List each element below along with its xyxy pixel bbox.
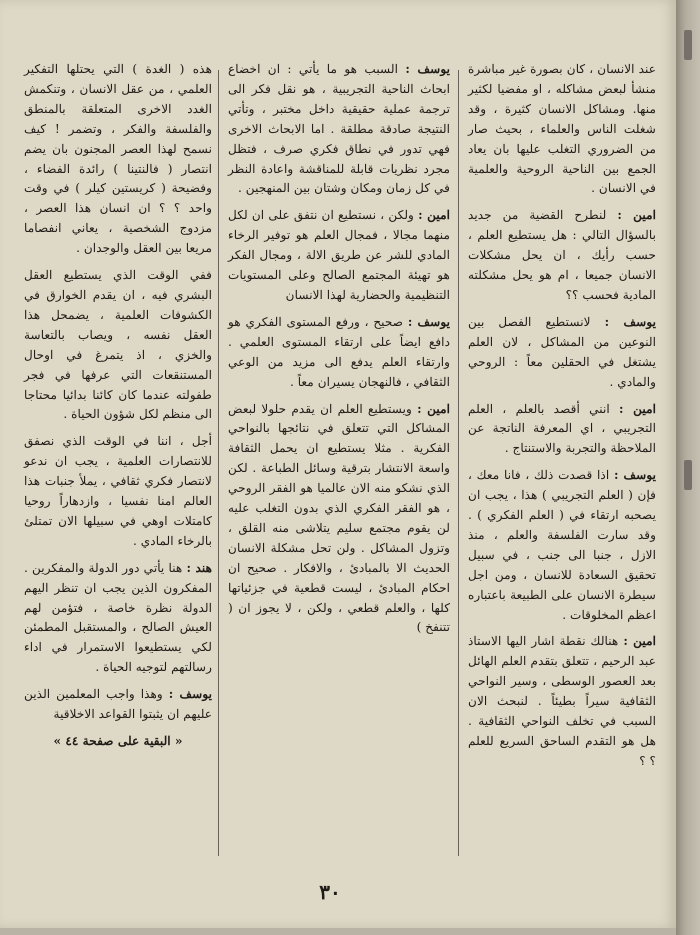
paragraph-text: ولكن ، نستطيع ان نتفق على ان لكل منهما مجالا ، فمجال العلم هو توفير الرخاء المادي للشر عن طريق الالة ، ومجال الفكر هو تهيئة المجتمع الصالح وعلى المستويات التنظيمية والحضارية لهذا الانسان — [228, 208, 450, 302]
speaker-name: امين : — [617, 208, 656, 223]
paragraph-text: هذه ( الغدة ) التي يحتلها التفكير العلمي ، من عقل الانسان ، وتنكمش الغدد الاخرى المتعلقة بالمنطق والفلسفة والفكر ، وتضمر ! كيف نسمح لهذا العصر المجنون بان يضم انتصار ( فالنتينا ) رائدة الفضاء ، وفضيحة ( كريستين كيلر ) في وقت واحد ؟ ؟ ان انسان هذا العصر ، مزدوج الشخصية ، يعاني انفصاما مريعا بين العقل والوجدان . — [24, 62, 212, 256]
speaker-name: يوسف : — [407, 314, 451, 329]
paragraph-text: ففي الوقت الذي يستطيع العقل البشري فيه ، ان يقدم الخوارق في الكشوفات العلمية ، يضمحل هذا العقل نفسه ، ويصاب بالتعاسة والخزي ، اذ يتمرغ في اوحال المستنقعات التي عرفها في فجر طفولته عندما كان كائنا بدائيا محتاجا الى منظم لكل شؤون الحياة . — [24, 268, 212, 422]
staple-top — [684, 30, 692, 60]
paragraph-text: لانستطيع الفصل بين النوعين من المشاكل ، لان العلم يشتغل في الحقلين معاً : الروحي والمادي . — [468, 314, 656, 389]
paragraph-text: اذا قصدت ذلك ، فانا معك ، فإن ( العلم التجريبي ) هذا ، يجب ان يصحبه ارتقاء في ( العلم الفكري ) . وقد سارت الفلسفة والعلم ، منذ الازل ، جنبا الى جنب ، في سبيل تحقيق السعادة للانسان ، ومن اجل سيطرة الانسان على الطبيعة باعتباره اعظم المخلوقات . — [468, 468, 656, 622]
paragraph — [468, 466, 656, 625]
paragraph — [24, 685, 212, 725]
column-divider-right — [458, 70, 459, 856]
paragraph — [228, 60, 450, 199]
column-divider-left — [218, 70, 219, 856]
paragraph — [228, 206, 450, 306]
paragraph-text: لنطرح القضية من جديد بالسؤال التالي : هل يستطيع العلم ، حسب رأيك ، ان يحل مشكلات الانسان جميعا ، ام هو يحل مشكلته المادية فحسب ؟؟ — [468, 208, 656, 302]
paragraph — [468, 400, 656, 460]
staple-bottom — [684, 460, 692, 490]
speaker-name: امين : — [418, 208, 450, 223]
speaker-name: هند : — [186, 560, 212, 575]
column-middle — [228, 60, 450, 645]
paragraph — [468, 313, 656, 393]
column-right — [468, 60, 656, 779]
paragraph — [24, 432, 212, 551]
paragraph — [468, 206, 656, 306]
paragraph — [468, 60, 656, 199]
speaker-name: يوسف : — [405, 62, 451, 76]
paragraph-text: عند الانسان ، كان بصورة غير مباشرة منشأ لبعض مشاكله ، او مفضيا لكثير منها. ومشاكل الانسان كثيرة ، وقد شغلت الناس والعلماء ، بحيث صار من الضروري التغلب عليها بان يعاد الجمع بين الناحية الروحية والعلمية في الانسان . — [468, 62, 656, 196]
continued-note: « البقية على صفحة ٤٤ » — [53, 734, 183, 748]
page-number: ٣٠ — [319, 880, 341, 904]
speaker-name: امين : — [417, 401, 450, 416]
speaker-name: يوسف : — [604, 314, 657, 329]
speaker-name: امين : — [623, 634, 656, 649]
speaker-name: يوسف : — [168, 687, 213, 702]
paragraph-text: ويستطيع العلم ان يقدم حلولا لبعض المشاكل التي تتعلق في نتائجها بالنواحي الفكرية . مثلا يستطيع ان يحمل الثقافة واسعة الانتشار بترقية وسائل الطباعة . لكن الذي نشكو منه الان عالميا هو الفقر الروحي ، هو الفقر الفكري الذي بدون التغلب عليه لن يقوم مجتمع سليم يتلاشى منه القلق ، وتزول المشاكل . ولن تحل مشكلة الانسان الحديث الا بالمبادئ ، والافكار . صحيح ان احكام المبادئ ، ليست قطعية في جزئياتها كلها ، والعلم قطعي ، ولكن ، لا يجوز ان ( تتنفخ ) — [228, 401, 450, 635]
speaker-name: امين : — [619, 401, 656, 416]
paragraph — [24, 266, 212, 425]
paragraph — [24, 60, 212, 259]
paragraph — [228, 313, 450, 393]
speaker-name: يوسف : — [613, 468, 657, 483]
paragraph — [24, 559, 212, 678]
paragraph — [468, 632, 656, 771]
paragraph-text: وهذا واجب المعلمين الذين عليهم ان يثبتوا القواعد الاخلاقية — [24, 687, 212, 722]
paragraph-text: أجل ، اننا في الوقت الذي نصفق للانتصارات العلمية ، يجب ان ندعو لانتصار فكري ثقافي ، يملأ جنبات هذا العالم امنا نفسيا ، وازدهاراً روحيا كامتلات اوهي في سبيلها الان تمتلئ بالرخاء المادي . — [24, 434, 212, 548]
paragraph-text: هنا يأتي دور الدولة والمفكرين . المفكرون الذين يجب ان تنظر اليهم الدولة نظرة خاصة ، فتؤمن لهم العيش الصالح ، والمستقبل المطمئن لكي يستطيعوا الاستمرار في اداء رسالتهم لتوجيه الحياة . — [24, 560, 212, 675]
paragraph-text: هنالك نقطة اشار اليها الاستاذ عبد الرحيم ، تتعلق بتقدم العلم الهائل بعد العصور الوسطى ، وسير النواحي الثقافية سيراً بطيئاً . لنبحث الان السبب في تخلف النواحي الثقافية . هل هو التقدم الساحق السريع للعلم ؟ ؟ — [468, 634, 656, 768]
column-left — [24, 60, 212, 759]
paragraph-text: انني أقصد بالعلم ، العلم التجريبي ، اي المعرفة الناتجة عن الملاحظة والتجربة والاستنتاج . — [468, 401, 656, 456]
paragraph-text: صحيح ، ورفع المستوى الفكري هو دافع ايضاً على ارتقاء المستوى العلمي . وارتقاء العلم يدفع الى مزيد من الوعي الثقافي ، فالنهجان يسيران معاً . — [228, 314, 450, 389]
paragraph — [228, 400, 450, 639]
paragraph-text: السبب هو ما يأتي : ان اخضاع ابحاث الناحية التجريبية ، هو نقل فكر الى ترجمة عملية حقيقية داخل مختبر ، وتأتي النتيجة صادقة مطلقة . اما الابحاث الاخرى فهي تدور في نطاق فكري صرف ، فتظل مجرد نظريات قابلة للمناقشة واعادة النظر في كل زمان ومكان وشتان بين المنهجين . — [228, 62, 450, 196]
